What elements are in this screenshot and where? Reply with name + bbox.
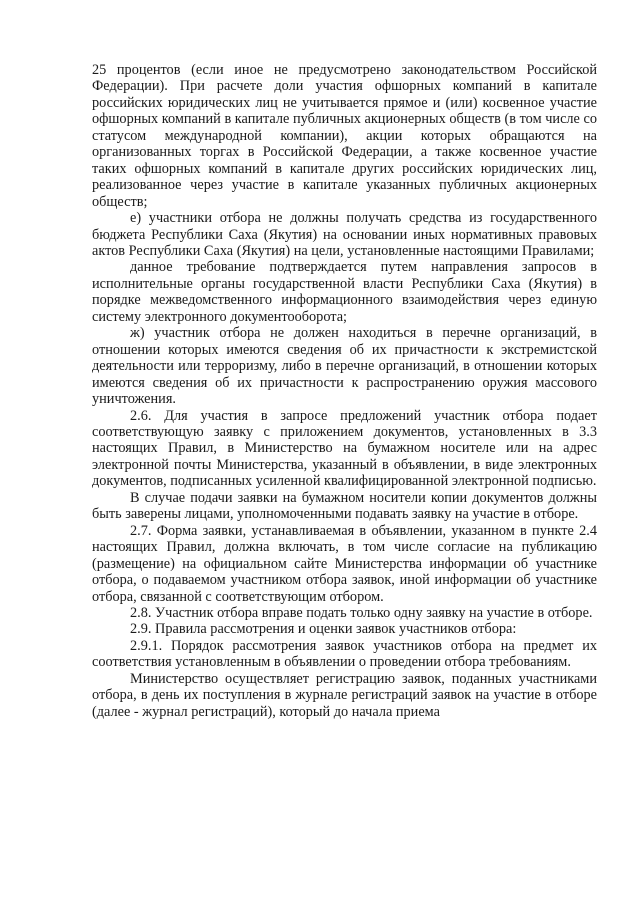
paragraph-requirement-e: е) участники отбора не должны получать средства из государственного бюджета Республики Саха (Якутия) на основании иных нормативных правовых актов Республики Саха (Якутия) на цели, установленные настоящими Правилами; <box>92 210 597 259</box>
paragraph-ministry-registration: Министерство осуществляет регистрацию заявок, поданных участниками отбора, в день их поступления в журнале регистраций заявок на участие в отборе (далее - журнал регистраций), который до начала приема <box>92 670 597 720</box>
paragraph-section-2-7: 2.7. Форма заявки, устанавливаемая в объявлении, указанном в пункте 2.4 настоящих Правил, должна включать, в том числе согласие на публикацию (размещение) на официальном сайте Министерства информации об участнике отбора, о подаваемом участником отбора заявок, иной информации об участнике отбора, связанной с соответствующим отбором. <box>92 522 597 605</box>
paragraph-paper-submission: В случае подачи заявки на бумажном носители копии документов должны быть заверены лицами, уполномоченными подавать заявку на участие в отборе. <box>92 489 597 523</box>
paragraph-requirement-e-confirmation: данное требование подтверждается путем направления запросов в исполнительные органы государственной власти Республики Саха (Якутия) в порядке межведомственного информационного взаимодействия через единую систему электронного документооборота; <box>92 259 597 325</box>
paragraph-requirement-zh: ж) участник отбора не должен находиться в перечне организаций, в отношении которых имеются сведения об их причастности к экстремистской деятельности или терроризму, либо в перечне организаций, в отношении которых имеются сведения об их причастности к распространению оружия массового уничтожения. <box>92 325 597 408</box>
paragraph-section-2-6: 2.6. Для участия в запросе предложений участник отбора подает соответствующую заявку с приложением документов, установленных в 3.3 настоящих Правил, в Министерство на бумажном носителе или на адрес электронной почты Министерства, указанный в объявлении, в виде электронных документов, подписанных усиленной квалифицированной электронной подписью. <box>92 407 597 490</box>
paragraph-offshore-participation: 25 процентов (если иное не предусмотрено законодательством Российской Федерации). При расчете доли участия офшорных компаний в капитале российских юридических лиц не учитывается прямое и (или) косвенное участие офшорных компаний в капитале публичных акционерных обществ (в том числе со статусом международной компании), акции которых обращаются на организованных торгах в Российской Федерации, а также косвенное участие таких офшорных компаний в капитале других российских юридических лиц, реализованное через участие в капитале указанных публичных акционерных обществ; <box>92 62 597 210</box>
document-page <box>92 62 597 720</box>
paragraph-section-2-9: 2.9. Правила рассмотрения и оценки заявок участников отбора: <box>130 621 517 638</box>
paragraph-section-2-9-1: 2.9.1. Порядок рассмотрения заявок участников отбора на предмет их соответствия установленным в объявлении о проведении отбора требованиям. <box>92 637 597 671</box>
paragraph-section-2-8: 2.8. Участник отбора вправе подать только одну заявку на участие в отборе. <box>130 604 593 621</box>
